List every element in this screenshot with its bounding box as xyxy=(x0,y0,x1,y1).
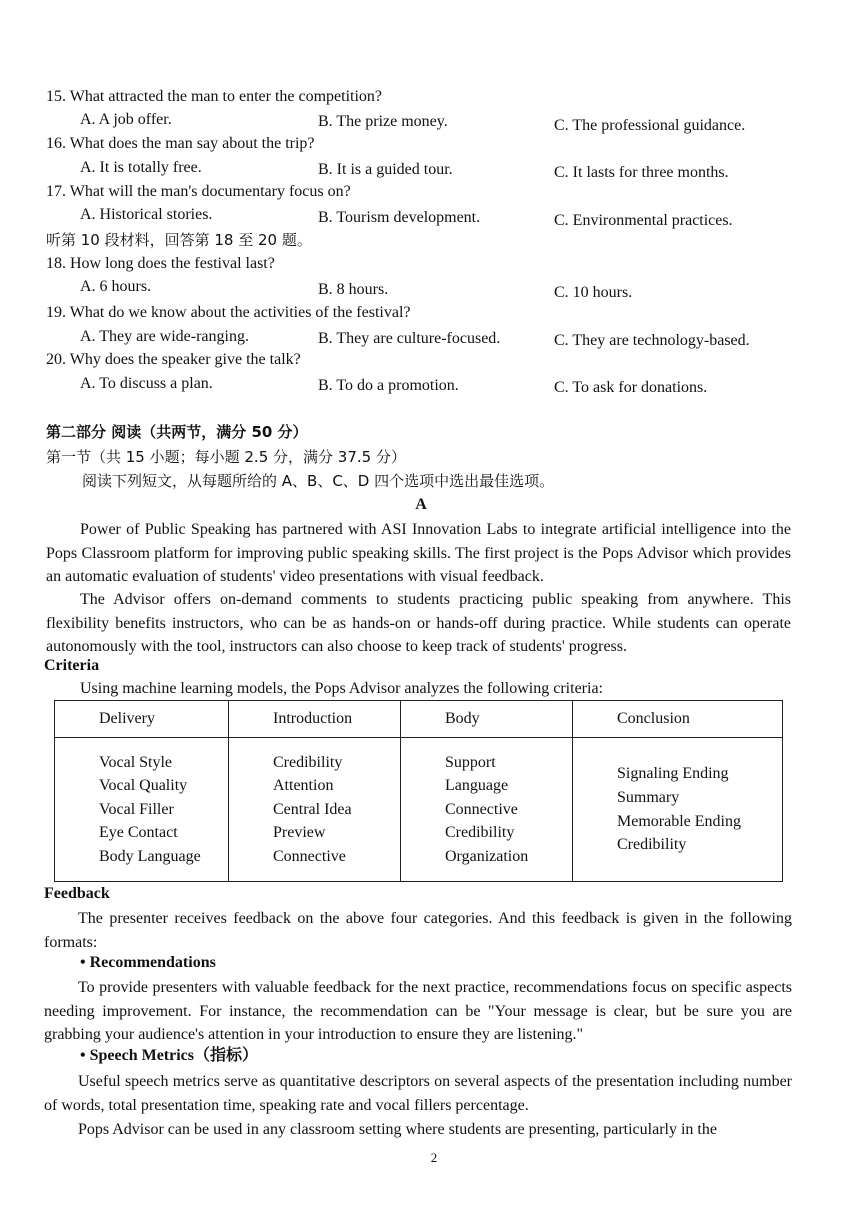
header-delivery: Delivery xyxy=(55,701,229,738)
option-18-b: B. 8 hours. xyxy=(318,281,389,298)
criteria-item: Central Idea xyxy=(273,800,352,818)
criteria-heading: Criteria xyxy=(44,657,100,674)
header-conclusion: Conclusion xyxy=(573,701,783,738)
option-20-c: C. To ask for donations. xyxy=(554,379,708,396)
option-16-a: A. It is totally free. xyxy=(80,159,202,176)
feedback-intro: The presenter receives feedback on the above four categories. And this feedback is given in the following formats: xyxy=(44,910,792,951)
criteria-item: Credibility xyxy=(273,753,343,771)
recommendations-text: To provide presenters with valuable feedback for the next practice, recommendations focus on specific aspects needing improvement. For instance, the recommendation can be "Your message is clear, but be sure you are grabbing your audience's attention in your introduction to ensure they are listening." xyxy=(44,979,792,1043)
option-15-c: C. The professional guidance. xyxy=(554,117,746,134)
passage-letter: A xyxy=(415,496,427,513)
criteria-table xyxy=(54,700,783,882)
option-18-c: C. 10 hours. xyxy=(554,284,633,301)
criteria-item: Body Language xyxy=(99,847,201,865)
criteria-item: Organization xyxy=(445,847,529,865)
criteria-item: Memorable Ending xyxy=(617,812,741,830)
criteria-item: Language xyxy=(445,777,509,795)
criteria-item: Signaling Ending xyxy=(617,765,729,783)
delivery-cell xyxy=(55,738,229,882)
criteria-item: Credibility xyxy=(445,824,515,842)
page-number: 2 xyxy=(430,1150,438,1165)
option-19-a: A. They are wide-ranging. xyxy=(80,328,249,345)
criteria-item: Attention xyxy=(273,777,334,795)
criteria-item: Vocal Style xyxy=(99,753,173,771)
option-19-c: C. They are technology-based. xyxy=(554,332,750,349)
option-16-c: C. It lasts for three months. xyxy=(554,164,729,181)
section1-title: 第一节（共 15 小题；每小题 2.5 分，满分 37.5 分） xyxy=(46,448,406,466)
question-17: 17. What will the man's documentary focus on? xyxy=(46,183,351,200)
feedback-heading: Feedback xyxy=(44,885,110,902)
criteria-item: Credibility xyxy=(617,836,687,854)
criteria-item: Connective xyxy=(273,847,346,865)
option-20-b: B. To do a promotion. xyxy=(318,377,459,394)
question-19: 19. What do we know about the activities of the festival? xyxy=(46,304,411,321)
header-introduction: Introduction xyxy=(229,701,401,738)
option-15-a: A. A job offer. xyxy=(80,111,172,128)
option-16-b: B. It is a guided tour. xyxy=(318,161,453,178)
option-17-b: B. Tourism development. xyxy=(318,209,481,226)
option-17-c: C. Environmental practices. xyxy=(554,212,733,229)
criteria-item: Summary xyxy=(617,788,680,806)
question-18: 18. How long does the festival last? xyxy=(46,255,275,272)
option-19-b: B. They are culture-focused. xyxy=(318,330,501,347)
criteria-item: Vocal Quality xyxy=(99,777,188,795)
metrics-heading: • Speech Metrics（指标） xyxy=(80,1047,259,1064)
option-20-a: A. To discuss a plan. xyxy=(80,375,213,392)
criteria-item: Connective xyxy=(445,800,518,818)
section1-instruction: 阅读下列短文，从每题所给的 A、B、C、D 四个选项中选出最佳选项。 xyxy=(82,472,555,490)
criteria-item: Vocal Filler xyxy=(99,800,174,818)
paragraph-1: Power of Public Speaking has partnered with ASI Innovation Labs to integrate artificial intelligence into the Pops Classroom platform for improving public speaking skills. The first project is the Pops Advisor which provides an automatic evaluation of students' video presentations with visual feedback. xyxy=(46,521,791,585)
introduction-cell xyxy=(229,738,401,882)
metrics-text: Useful speech metrics serve as quantitative descriptors on several aspects of the presentation including number of words, total presentation time, speaking rate and vocal fillers percentage. xyxy=(44,1073,792,1114)
question-16: 16. What does the man say about the trip? xyxy=(46,135,315,152)
body-cell xyxy=(401,738,573,882)
criteria-item: Support xyxy=(445,753,496,771)
option-18-a: A. 6 hours. xyxy=(80,278,152,295)
option-15-b: B. The prize money. xyxy=(318,113,448,130)
criteria-item: Eye Contact xyxy=(99,824,178,842)
criteria-intro: Using machine learning models, the Pops Advisor analyzes the following criteria: xyxy=(80,680,603,697)
recommendations-heading: • Recommendations xyxy=(80,954,216,971)
last-paragraph: Pops Advisor can be used in any classroom setting where students are presenting, particularly in the xyxy=(78,1121,717,1138)
section-10-instruction: 听第 10 段材料，回答第 18 至 20 题。 xyxy=(46,231,312,249)
question-15: 15. What attracted the man to enter the competition? xyxy=(46,88,383,105)
header-body: Body xyxy=(401,701,573,738)
option-17-a: A. Historical stories. xyxy=(80,206,213,223)
conclusion-cell xyxy=(573,738,783,882)
part2-title: 第二部分 阅读（共两节，满分 50 分） xyxy=(46,423,308,441)
question-20: 20. Why does the speaker give the talk? xyxy=(46,351,301,368)
paragraph-2: The Advisor offers on-demand comments to students practicing public speaking from anywhere. This flexibility benefits instructors, who can be as hands-on or hands-off during practice. While students can operate autonomously with the tool, instructors can also choose to keep track of students' progress. xyxy=(46,591,791,655)
criteria-item: Preview xyxy=(273,824,326,842)
